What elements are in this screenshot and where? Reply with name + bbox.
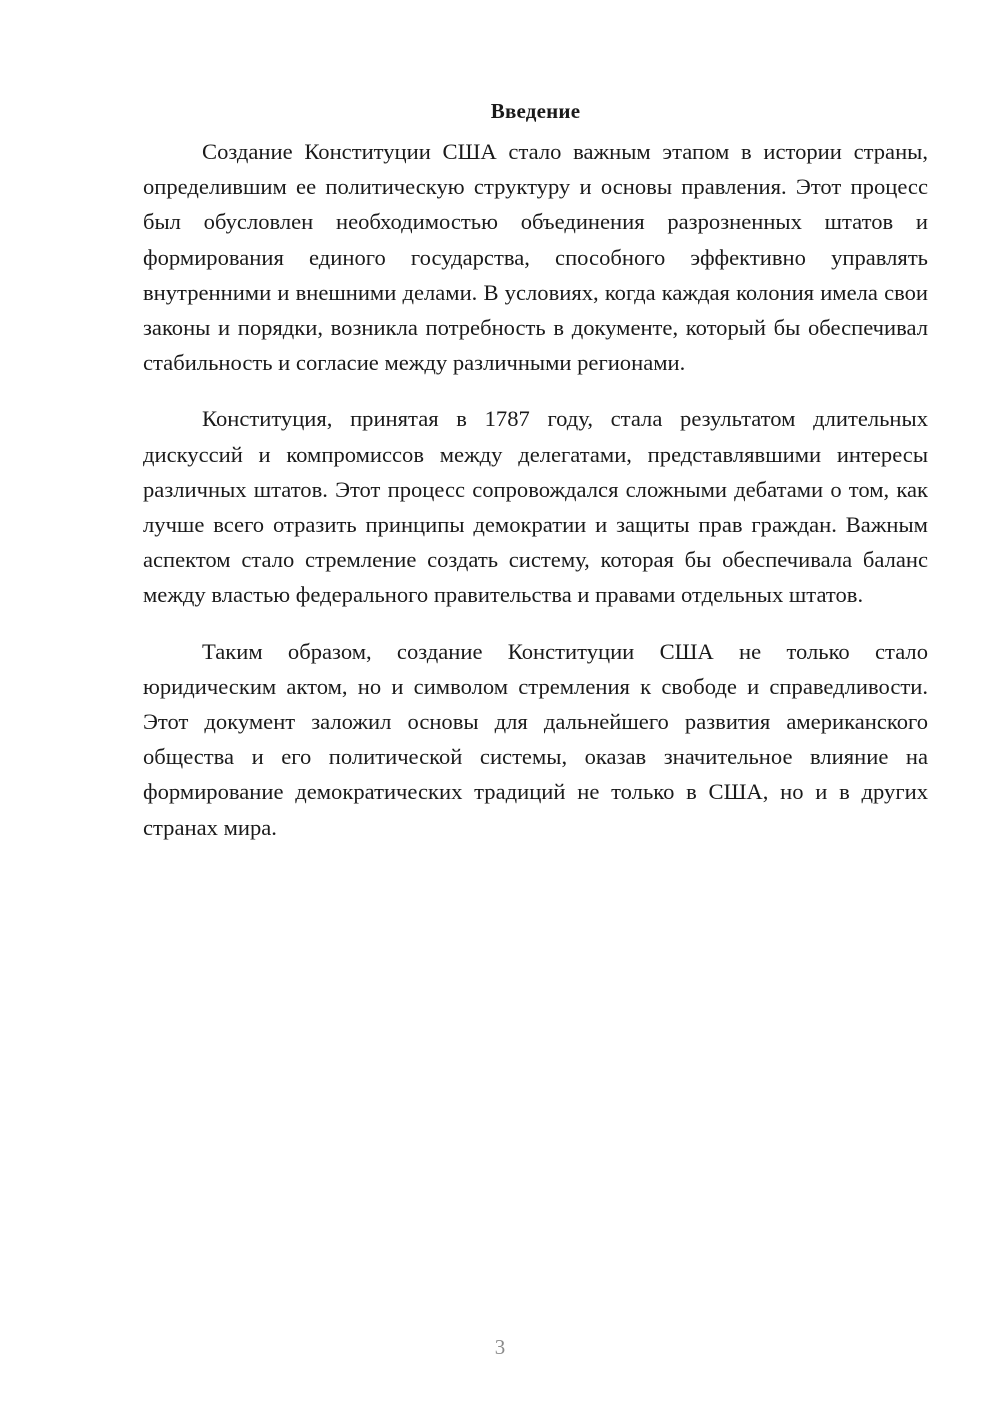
section-heading: Введение	[490, 99, 581, 123]
paragraph-1: Создание Конституции США стало важным этапом в истории страны, определившим ее политическую структуру и основы правления. Этот процесс был обусловлен необходимостью объединения разрозненных штатов и формирования единого государства, способного эффективно управлять внутренними и внешними делами. В условиях, когда каждая колония имела свои законы и порядки, возникла потребность в документе, который бы обеспечивал стабильность и согласие между различными регионами.	[143, 139, 928, 376]
paragraph-2: Конституция, принятая в 1787 году, стала результатом длительных дискуссий и компромиссов между делегатами, представлявшими интересы различных штатов. Этот процесс сопровождался сложными дебатами о том, как лучше всего отразить принципы демократии и защиты прав граждан. Важным аспектом стало стремление создать систему, которая бы обеспечивала баланс между властью федерального правительства и правами отдельных штатов.	[143, 406, 928, 608]
page-number: 3	[494, 1335, 506, 1359]
document-body	[143, 96, 928, 866]
paragraph-3: Таким образом, создание Конституции США не только стало юридическим актом, но и символом стремления к свободе и справедливости. Этот документ заложил основы для дальнейшего развития американского общества и его политической системы, оказав значительное влияние на формирование демократических традиций не только в США, но и в других странах мира.	[143, 638, 928, 840]
